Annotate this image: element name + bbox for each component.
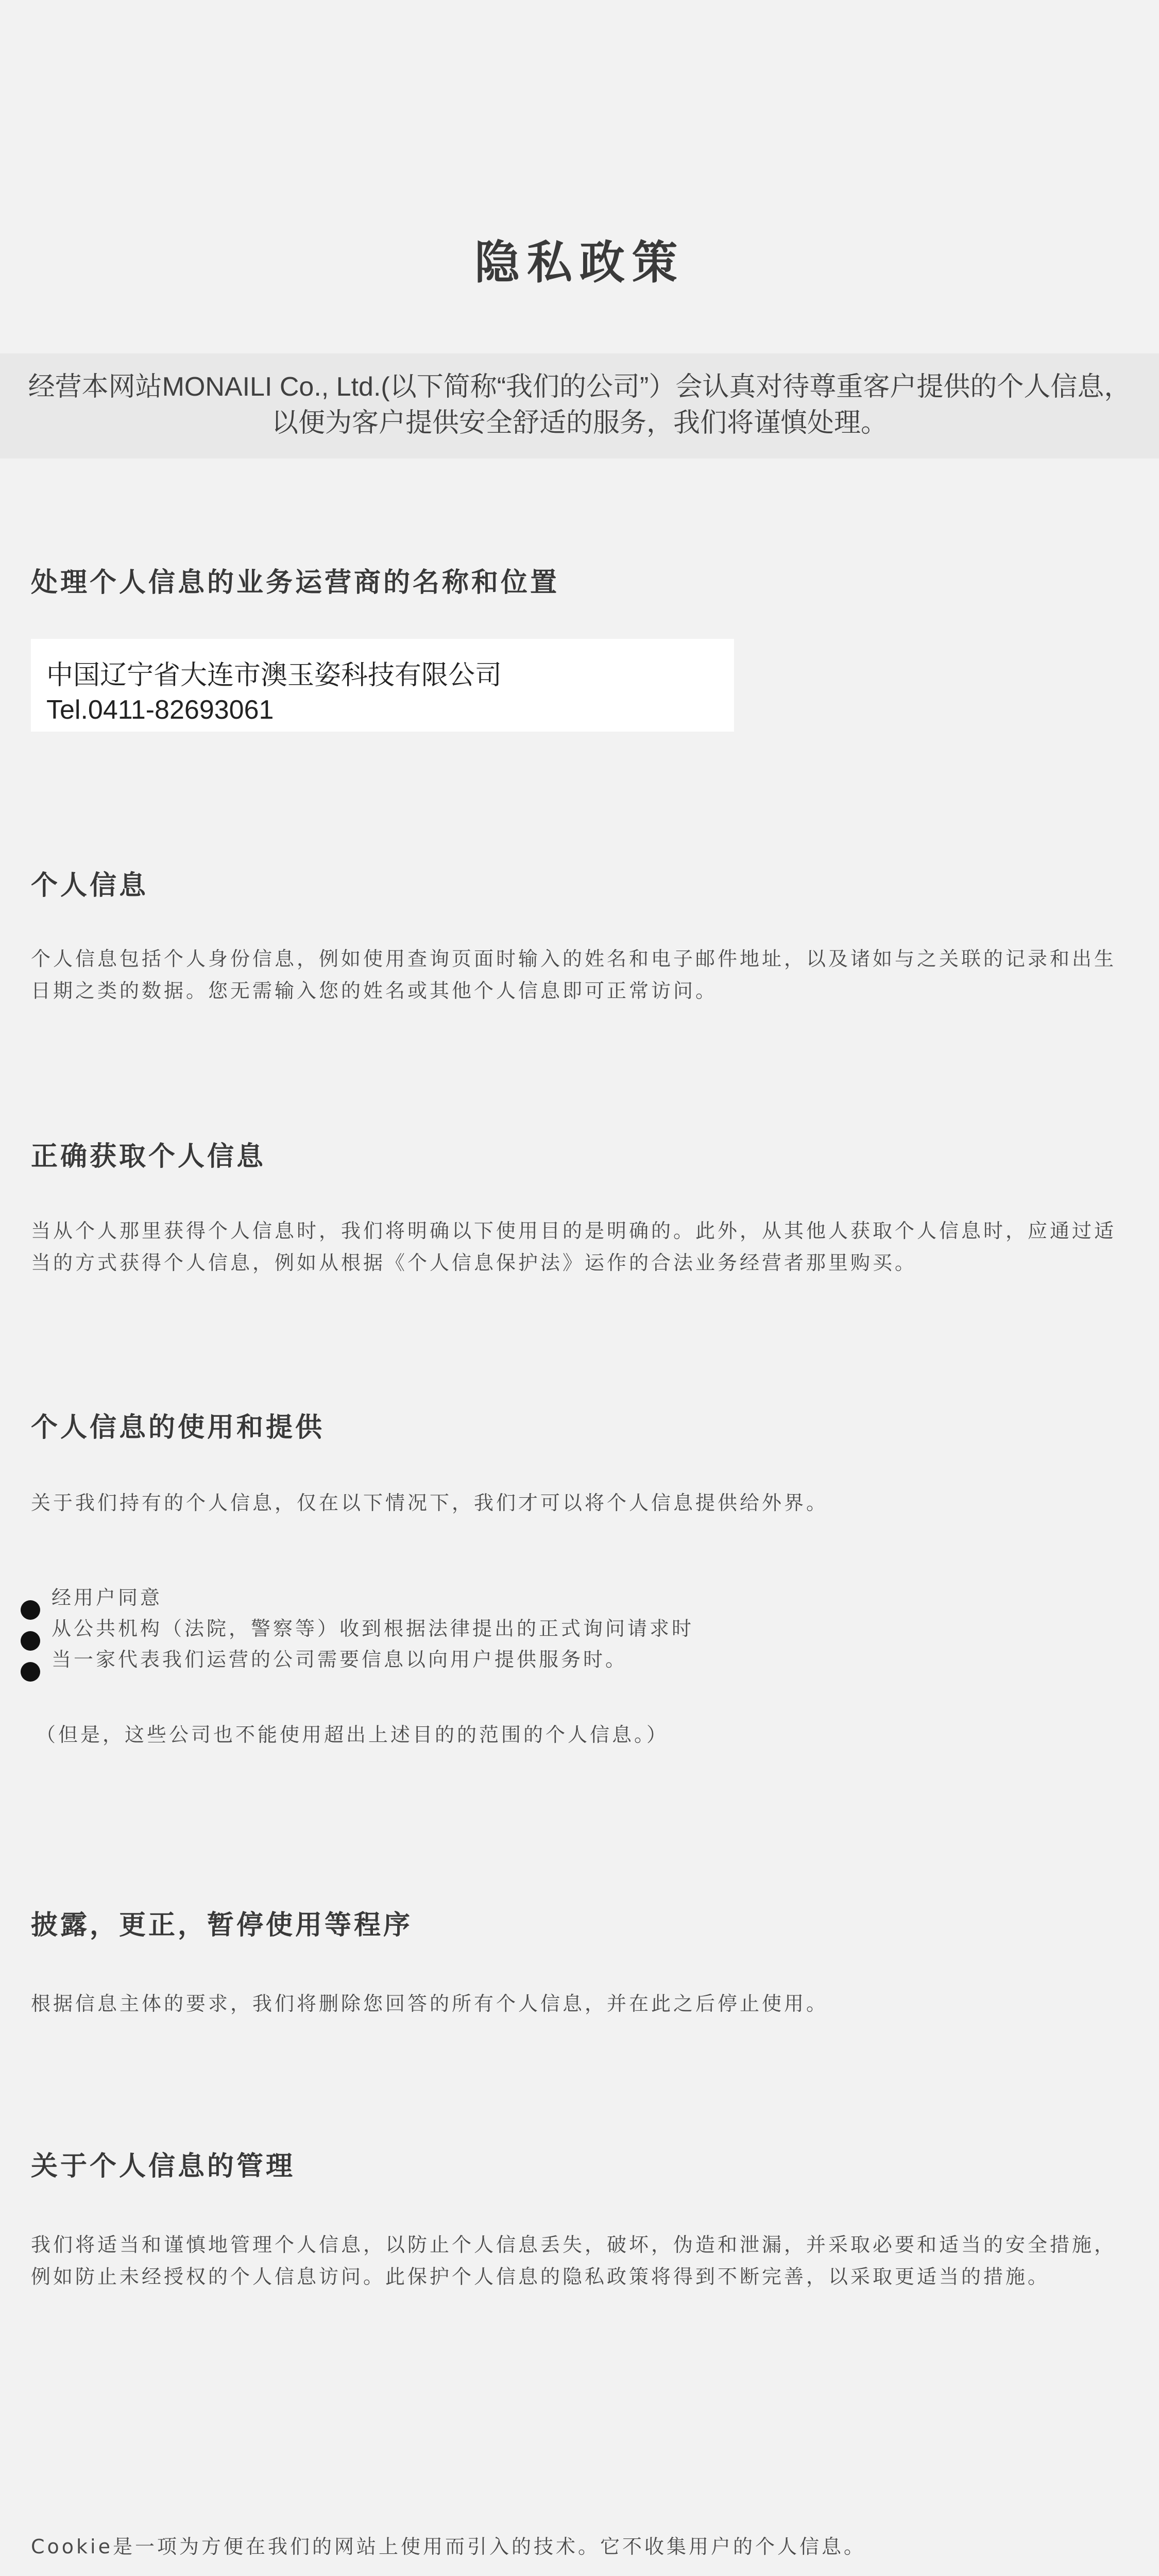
bullet-dot [21,1631,40,1651]
company-name: 中国辽宁省大连市澳玉姿科技有限公司 [46,660,502,690]
personal-info-heading: 个人信息 [31,870,149,901]
list-item: 经用户同意 [52,1586,163,1609]
disclosure-heading: 披露，更正，暂停使用等程序 [31,1910,413,1941]
use-provision-note: （但是，这些公司也不能使用超出上述目的的范围的个人信息。） [36,1723,669,1746]
personal-info-body: 个人信息包括个人身份信息，例如使用查询页面时输入的姓名和电子邮件地址，以及诸如与之关联的记录和出生日期之类的数据。您无需输入您的姓名或其他个人信息即可正常访问。 [31,947,1117,1002]
use-provision-heading: 个人信息的使用和提供 [31,1412,325,1443]
disclosure-body: 根据信息主体的要求，我们将删除您回答的所有个人信息，并在此之后停止使用。 [31,1992,829,2015]
page-title: 隐私政策 [474,236,685,289]
management-body: 我们将适当和谨慎地管理个人信息，以防止个人信息丢失，破坏，伪造和泄漏，并采取必要和适当的安全措施，例如防止未经授权的个人信息访问。此保护个人信息的隐私政策将得到不断完善，以采取更适当的措施。 [31,2233,1117,2288]
operator-heading: 处理个人信息的业务运营商的名称和位置 [31,567,560,598]
bullet-dot [21,1662,40,1682]
bullet-dot [21,1600,40,1620]
management-heading: 关于个人信息的管理 [31,2151,296,2182]
acquisition-body: 当从个人那里获得个人信息时，我们将明确以下使用目的是明确的。此外，从其他人获取个人信息时，应通过适当的方式获得个人信息，例如从根据《个人信息保护法》运作的合法业务经营者那里购买。 [31,1219,1117,1274]
company-tel: Tel.0411-82693061 [46,695,274,725]
acquisition-heading: 正确获取个人信息 [31,1141,266,1172]
intro-text: 经营本网站MONAILI Co., Ltd.(以下简称“我们的公司”）会认真对待尊重客户提供的个人信息，以便为客户提供安全舒适的服务，我们将谨慎处理。 [28,372,1131,438]
cookie-body: Cookie是一项为方便在我们的网站上使用而引入的技术。它不收集用户的个人信息。 [31,2535,866,2558]
use-provision-body: 关于我们持有的个人信息，仅在以下情况下，我们才可以将个人信息提供给外界。 [31,1492,829,1514]
list-item: 从公共机构（法院，警察等）收到根据法律提出的正式询问请求时 [52,1617,694,1640]
list-item: 当一家代表我们运营的公司需要信息以向用户提供服务时。 [52,1648,628,1671]
